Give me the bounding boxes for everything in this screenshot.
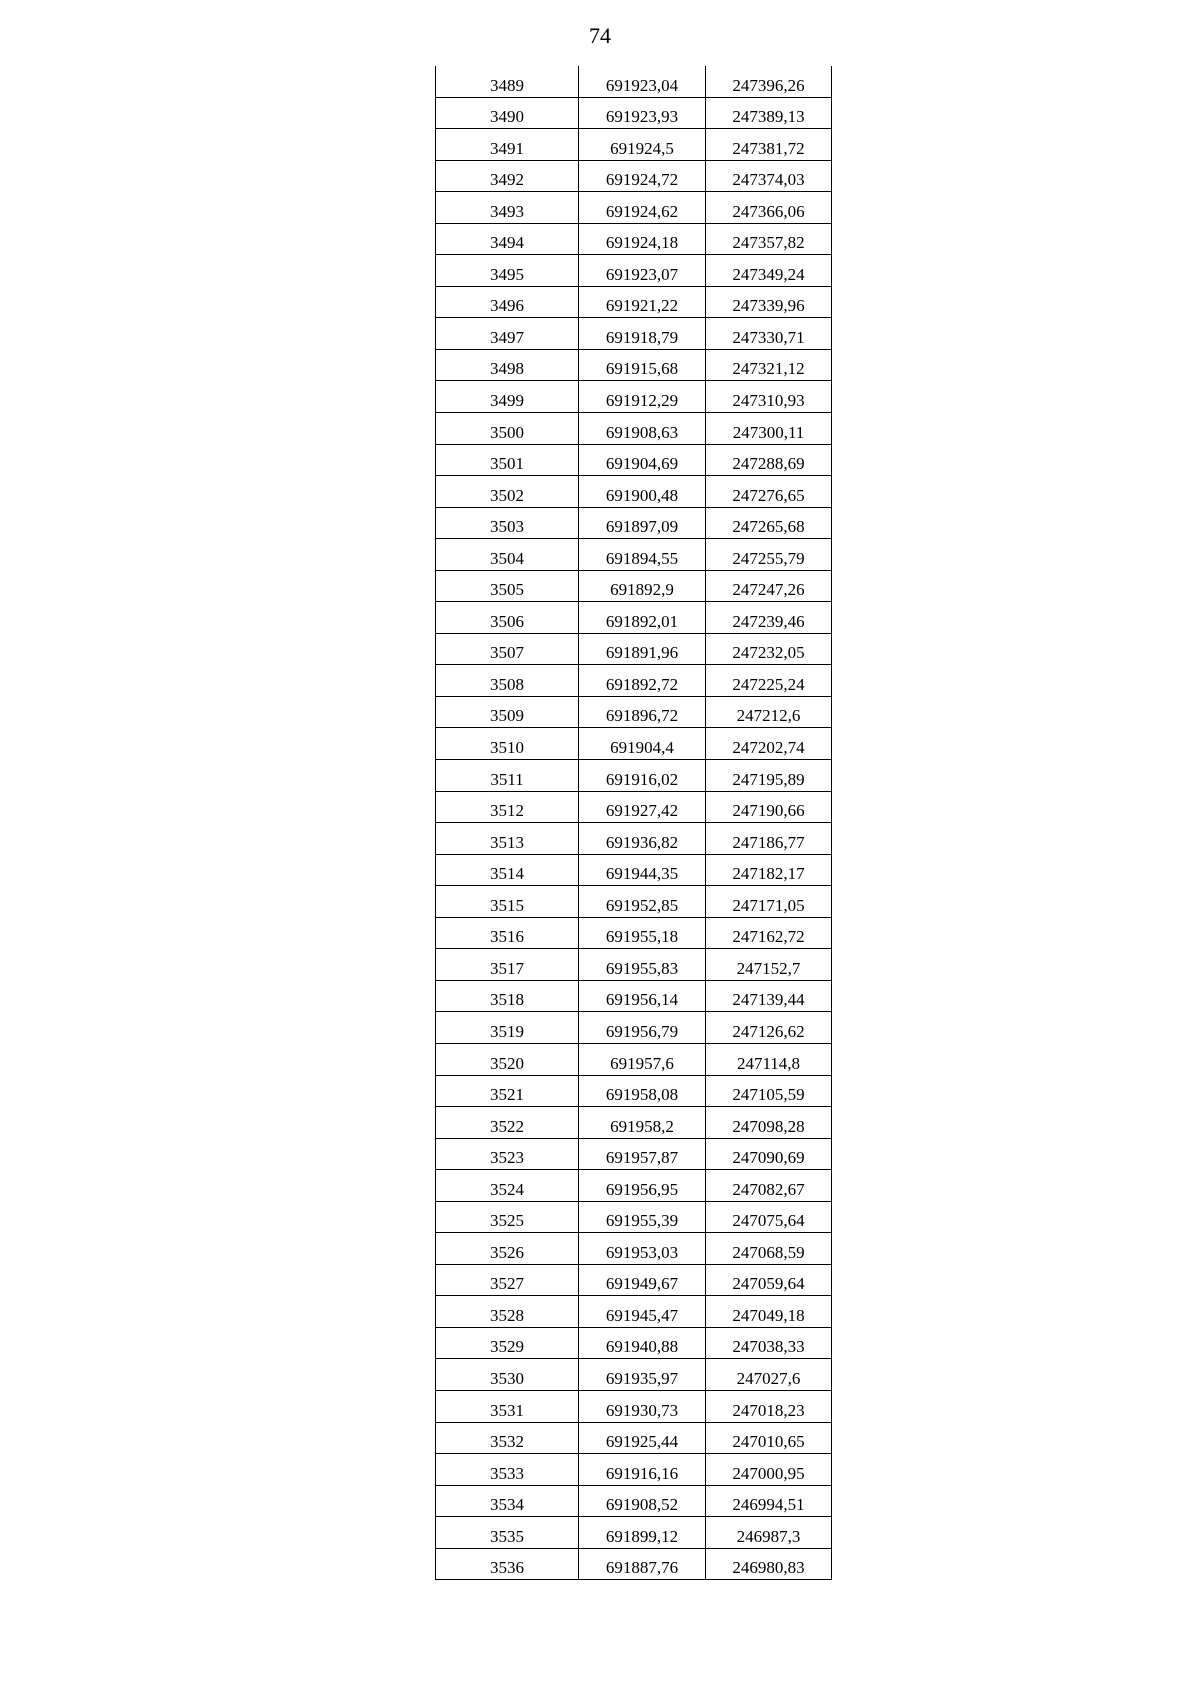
table-row [436,1390,832,1422]
table-row [436,1012,832,1044]
x-coordinate-cell: 691940,88 [579,1327,706,1359]
x-coordinate-cell: 691897,09 [579,507,706,539]
y-coordinate-cell: 247090,69 [706,1138,832,1170]
y-coordinate-cell: 247265,68 [706,507,832,539]
point-number-cell: 3490 [436,97,579,129]
x-coordinate-cell: 691918,79 [579,318,706,350]
y-coordinate-cell: 247126,62 [706,1012,832,1044]
y-coordinate-cell: 247195,89 [706,760,832,792]
y-coordinate-cell: 247010,65 [706,1422,832,1454]
table-row [436,980,832,1012]
x-coordinate-cell: 691936,82 [579,823,706,855]
table-row [436,1233,832,1265]
x-coordinate-cell: 691894,55 [579,539,706,571]
y-coordinate-cell: 247321,12 [706,349,832,381]
x-coordinate-cell: 691957,87 [579,1138,706,1170]
x-coordinate-cell: 691912,29 [579,381,706,413]
table-row [436,1170,832,1202]
y-coordinate-cell: 247374,03 [706,160,832,192]
x-coordinate-cell: 691916,02 [579,760,706,792]
table-row [436,1138,832,1170]
y-coordinate-cell: 247212,6 [706,696,832,728]
y-coordinate-cell: 247255,79 [706,539,832,571]
x-coordinate-cell: 691952,85 [579,886,706,918]
table-row [436,255,832,287]
x-coordinate-cell: 691955,18 [579,917,706,949]
x-coordinate-cell: 691925,44 [579,1422,706,1454]
table-row [436,823,832,855]
point-number-cell: 3522 [436,1107,579,1139]
table-row [436,1075,832,1107]
y-coordinate-cell: 247357,82 [706,223,832,255]
y-coordinate-cell: 247339,96 [706,286,832,318]
y-coordinate-cell: 247381,72 [706,129,832,161]
y-coordinate-cell: 247349,24 [706,255,832,287]
x-coordinate-cell: 691956,95 [579,1170,706,1202]
point-number-cell: 3506 [436,602,579,634]
y-coordinate-cell: 247366,06 [706,192,832,224]
table-row [436,318,832,350]
x-coordinate-cell: 691957,6 [579,1043,706,1075]
y-coordinate-cell: 247182,17 [706,854,832,886]
y-coordinate-cell: 247038,33 [706,1327,832,1359]
point-number-cell: 3531 [436,1390,579,1422]
point-number-cell: 3534 [436,1485,579,1517]
x-coordinate-cell: 691956,79 [579,1012,706,1044]
table-row [436,66,832,97]
table-row [436,1327,832,1359]
table-row [436,476,832,508]
x-coordinate-cell: 691915,68 [579,349,706,381]
point-number-cell: 3516 [436,917,579,949]
table-row [436,1264,832,1296]
y-coordinate-cell: 247202,74 [706,728,832,760]
table-row [436,665,832,697]
table-row [436,633,832,665]
x-coordinate-cell: 691904,69 [579,444,706,476]
x-coordinate-cell: 691945,47 [579,1296,706,1328]
x-coordinate-cell: 691955,39 [579,1201,706,1233]
point-number-cell: 3524 [436,1170,579,1202]
point-number-cell: 3523 [436,1138,579,1170]
y-coordinate-cell: 247068,59 [706,1233,832,1265]
y-coordinate-cell: 247389,13 [706,97,832,129]
x-coordinate-cell: 691908,52 [579,1485,706,1517]
x-coordinate-cell: 691930,73 [579,1390,706,1422]
table-row [436,1454,832,1486]
x-coordinate-cell: 691958,08 [579,1075,706,1107]
point-number-cell: 3498 [436,349,579,381]
point-number-cell: 3499 [436,381,579,413]
y-coordinate-cell: 247330,71 [706,318,832,350]
y-coordinate-cell: 247247,26 [706,570,832,602]
x-coordinate-cell: 691924,62 [579,192,706,224]
point-number-cell: 3533 [436,1454,579,1486]
table-row [436,1201,832,1233]
point-number-cell: 3520 [436,1043,579,1075]
y-coordinate-cell: 247027,6 [706,1359,832,1391]
point-number-cell: 3501 [436,444,579,476]
point-number-cell: 3489 [436,66,579,97]
point-number-cell: 3492 [436,160,579,192]
table-row [436,1517,832,1549]
point-number-cell: 3507 [436,633,579,665]
y-coordinate-cell: 247162,72 [706,917,832,949]
table-body [436,66,832,1580]
y-coordinate-cell: 247075,64 [706,1201,832,1233]
point-number-cell: 3503 [436,507,579,539]
table-row [436,1043,832,1075]
x-coordinate-cell: 691904,4 [579,728,706,760]
y-coordinate-cell: 247049,18 [706,1296,832,1328]
table-row [436,160,832,192]
y-coordinate-cell: 246994,51 [706,1485,832,1517]
table-row [436,286,832,318]
point-number-cell: 3519 [436,1012,579,1044]
table-row [436,97,832,129]
y-coordinate-cell: 246987,3 [706,1517,832,1549]
point-number-cell: 3527 [436,1264,579,1296]
table-row [436,413,832,445]
point-number-cell: 3504 [436,539,579,571]
x-coordinate-cell: 691924,18 [579,223,706,255]
x-coordinate-cell: 691908,63 [579,413,706,445]
table-row [436,192,832,224]
x-coordinate-cell: 691923,04 [579,66,706,97]
x-coordinate-cell: 691921,22 [579,286,706,318]
y-coordinate-cell: 247152,7 [706,949,832,981]
y-coordinate-cell: 247310,93 [706,381,832,413]
table-row [436,381,832,413]
point-number-cell: 3536 [436,1548,579,1580]
point-number-cell: 3529 [436,1327,579,1359]
x-coordinate-cell: 691956,14 [579,980,706,1012]
point-number-cell: 3491 [436,129,579,161]
table-row [436,696,832,728]
y-coordinate-cell: 247018,23 [706,1390,832,1422]
point-number-cell: 3508 [436,665,579,697]
x-coordinate-cell: 691892,9 [579,570,706,602]
point-number-cell: 3494 [436,223,579,255]
x-coordinate-cell: 691924,5 [579,129,706,161]
coordinates-table [435,66,832,1580]
y-coordinate-cell: 247139,44 [706,980,832,1012]
table-row [436,223,832,255]
point-number-cell: 3510 [436,728,579,760]
table-row [436,539,832,571]
point-number-cell: 3517 [436,949,579,981]
point-number-cell: 3515 [436,886,579,918]
point-number-cell: 3496 [436,286,579,318]
y-coordinate-cell: 247225,24 [706,665,832,697]
point-number-cell: 3525 [436,1201,579,1233]
x-coordinate-cell: 691916,16 [579,1454,706,1486]
point-number-cell: 3493 [436,192,579,224]
point-number-cell: 3518 [436,980,579,1012]
y-coordinate-cell: 247114,8 [706,1043,832,1075]
table-row [436,570,832,602]
table-row [436,760,832,792]
point-number-cell: 3535 [436,1517,579,1549]
x-coordinate-cell: 691924,72 [579,160,706,192]
y-coordinate-cell: 247098,28 [706,1107,832,1139]
x-coordinate-cell: 691955,83 [579,949,706,981]
table-row [436,1548,832,1580]
table-row [436,949,832,981]
point-number-cell: 3532 [436,1422,579,1454]
x-coordinate-cell: 691900,48 [579,476,706,508]
table-row [436,728,832,760]
y-coordinate-cell: 247190,66 [706,791,832,823]
point-number-cell: 3495 [436,255,579,287]
y-coordinate-cell: 247186,77 [706,823,832,855]
point-number-cell: 3521 [436,1075,579,1107]
table-row [436,791,832,823]
y-coordinate-cell: 247396,26 [706,66,832,97]
table-row [436,507,832,539]
point-number-cell: 3528 [436,1296,579,1328]
table-row [436,917,832,949]
x-coordinate-cell: 691923,93 [579,97,706,129]
point-number-cell: 3509 [436,696,579,728]
x-coordinate-cell: 691892,01 [579,602,706,634]
x-coordinate-cell: 691944,35 [579,854,706,886]
table-row [436,1422,832,1454]
point-number-cell: 3530 [436,1359,579,1391]
y-coordinate-cell: 247000,95 [706,1454,832,1486]
x-coordinate-cell: 691892,72 [579,665,706,697]
y-coordinate-cell: 247105,59 [706,1075,832,1107]
table-row [436,886,832,918]
point-number-cell: 3513 [436,823,579,855]
table-row [436,1107,832,1139]
table-row [436,1359,832,1391]
y-coordinate-cell: 247059,64 [706,1264,832,1296]
point-number-cell: 3526 [436,1233,579,1265]
table-row [436,444,832,476]
y-coordinate-cell: 246980,83 [706,1548,832,1580]
x-coordinate-cell: 691927,42 [579,791,706,823]
point-number-cell: 3502 [436,476,579,508]
y-coordinate-cell: 247239,46 [706,602,832,634]
y-coordinate-cell: 247082,67 [706,1170,832,1202]
point-number-cell: 3512 [436,791,579,823]
table-row [436,1485,832,1517]
x-coordinate-cell: 691935,97 [579,1359,706,1391]
y-coordinate-cell: 247288,69 [706,444,832,476]
table-row [436,349,832,381]
point-number-cell: 3500 [436,413,579,445]
y-coordinate-cell: 247171,05 [706,886,832,918]
table-row [436,129,832,161]
x-coordinate-cell: 691953,03 [579,1233,706,1265]
x-coordinate-cell: 691887,76 [579,1548,706,1580]
point-number-cell: 3505 [436,570,579,602]
x-coordinate-cell: 691891,96 [579,633,706,665]
y-coordinate-cell: 247232,05 [706,633,832,665]
x-coordinate-cell: 691896,72 [579,696,706,728]
table-row [436,854,832,886]
x-coordinate-cell: 691899,12 [579,1517,706,1549]
point-number-cell: 3514 [436,854,579,886]
page-number: 74 [589,23,611,48]
x-coordinate-cell: 691958,2 [579,1107,706,1139]
y-coordinate-cell: 247300,11 [706,413,832,445]
x-coordinate-cell: 691923,07 [579,255,706,287]
x-coordinate-cell: 691949,67 [579,1264,706,1296]
table-row [436,602,832,634]
y-coordinate-cell: 247276,65 [706,476,832,508]
point-number-cell: 3511 [436,760,579,792]
point-number-cell: 3497 [436,318,579,350]
table-row [436,1296,832,1328]
